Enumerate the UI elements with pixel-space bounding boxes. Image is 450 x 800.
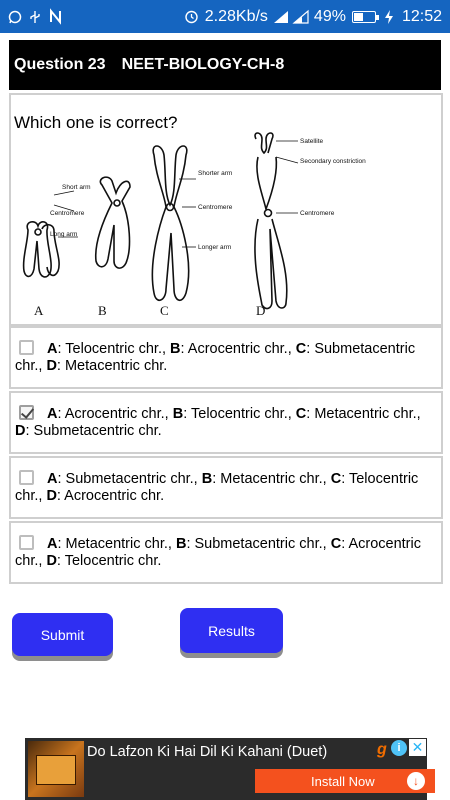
signal-2-icon [294,10,308,24]
option-key: D [46,358,57,374]
option-4-checkbox[interactable] [19,535,34,550]
install-now-button[interactable] [255,769,435,793]
question-text: Which one is correct? [14,113,178,132]
chromosome-diagram [14,133,366,319]
label-secondary-constriction: Secondary constriction [300,158,366,165]
question-number: Question 23 [14,56,106,73]
label-long-arm: Long arm [50,231,78,238]
option-value: : Metacentric chr. [56,358,168,374]
usb-icon [28,10,42,24]
option-value: : Telocentric chr., [15,471,419,504]
option-1[interactable] [9,326,443,389]
option-value: : Acrocentric chr., [15,536,421,569]
option-value: : Telocentric chr. [56,553,162,569]
option-4[interactable] [9,521,443,584]
option-key: D [46,553,57,569]
label-centromere-c: Centromere [198,204,233,211]
option-value: : Submetacentric chr., [15,341,416,374]
option-value: : Acrocentric chr., [57,406,173,422]
option-key: A [47,471,58,487]
option-2-checkbox[interactable] [19,405,34,420]
charging-icon [382,10,396,24]
option-value: : Acrocentric chr. [56,488,165,504]
option-key: B [172,406,184,422]
option-value: : Acrocentric chr., [180,341,296,357]
option-key: C [295,406,307,422]
ad-logo-icon: g [377,741,387,758]
option-value: : Telocentric chr., [183,406,296,422]
option-key: B [201,471,213,487]
option-1-checkbox[interactable] [19,340,34,355]
option-value: : Submetacentric chr., [186,536,331,552]
option-key: B [170,341,181,357]
option-key: C [295,341,307,357]
ad-info-icon[interactable]: i [391,740,407,756]
clock: 12:52 [401,7,442,25]
ad-close-icon[interactable]: ✕ [409,739,426,756]
ad-title[interactable]: Do Lafzon Ki Hai Dil Ki Kahani (Duet) [87,744,328,760]
label-shorter-arm: Shorter arm [198,170,233,177]
label-centromere-d: Centromere [300,210,335,217]
ad-thumbnail[interactable] [28,741,84,797]
battery-icon [352,11,376,23]
option-key: D [46,488,57,504]
option-value: : Metacentric chr., [306,406,421,422]
ad-banner[interactable] [25,738,427,800]
letter-b: B [98,303,107,318]
install-label: Install Now [311,773,375,789]
download-icon: ↓ [407,772,425,790]
signal-icon [274,10,288,24]
option-key: B [175,536,187,552]
option-value: : Metacentric chr., [57,536,176,552]
option-3-checkbox[interactable] [19,470,34,485]
submit-button[interactable]: Submit [12,613,113,656]
option-3[interactable] [9,456,443,519]
alarm-icon [185,10,199,24]
question-header [9,40,441,90]
label-short-arm: Short arm [62,184,91,191]
option-value: : Submetacentric chr., [57,471,202,487]
option-value: : Submetacentric chr. [25,423,162,439]
option-key: A [47,536,58,552]
option-value: : Metacentric chr., [212,471,331,487]
option-key: C [330,471,342,487]
status-bar [0,0,450,33]
option-key: A [47,406,58,422]
question-panel [9,93,443,326]
label-longer-arm: Longer arm [198,244,232,251]
letter-a: A [34,303,44,318]
letter-d: D [256,303,266,318]
network-speed: 2.28Kb/s [204,7,268,25]
label-satellite: Satellite [300,138,324,145]
option-key: D [15,423,26,439]
results-button[interactable]: Results [180,608,283,653]
battery-percent: 49% [313,7,346,25]
option-value: : Telocentric chr., [57,341,171,357]
battery-level [354,13,363,21]
option-2[interactable] [9,391,443,454]
option-key: A [47,341,58,357]
chapter-title: NEET-BIOLOGY-CH-8 [121,56,285,73]
option-key: C [330,536,342,552]
label-centromere-a: Centromere [50,210,85,217]
whatsapp-icon [8,10,22,24]
notification-n-icon [48,10,62,24]
letter-c: C [160,303,169,318]
